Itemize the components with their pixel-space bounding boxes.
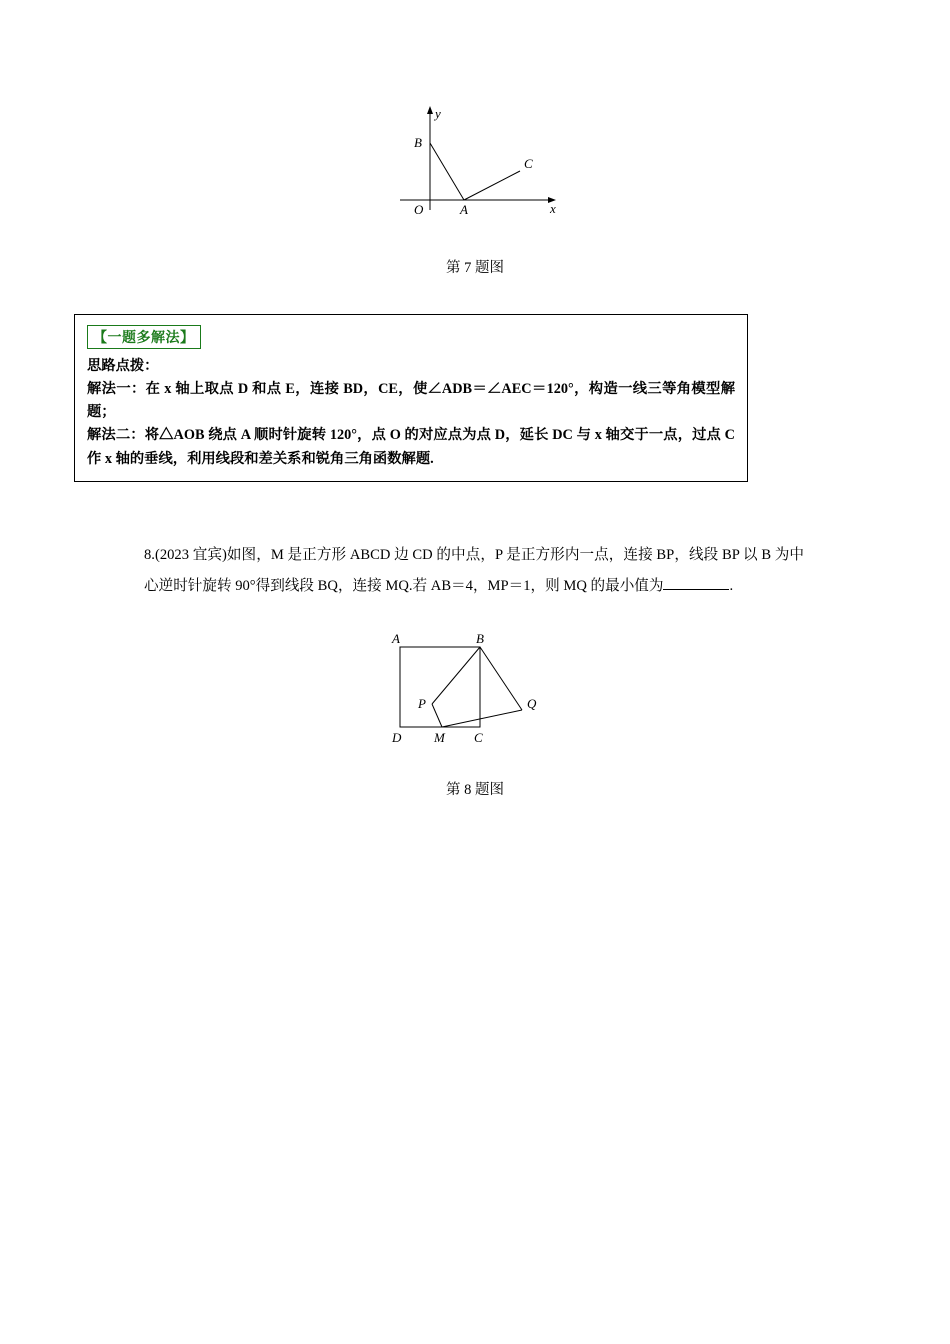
figure-8-label-D: D: [392, 730, 402, 745]
figure-8: [370, 632, 590, 757]
figure-8-label-C: C: [474, 730, 483, 745]
figure-7-label-A: A: [460, 202, 468, 217]
multi-solution-tag: 【一题多解法】: [87, 325, 201, 349]
solution-1-text: 在 x 轴上取点 D 和点 E，连接 BD，CE，使∠ADB＝∠AEC＝120°，构造一线三等角模型解题；: [87, 381, 735, 421]
figure-8-label-P: P: [418, 696, 426, 711]
multi-solution-item-2: [87, 424, 735, 470]
answer-blank[interactable]: [663, 575, 729, 590]
figure-7-svg: [380, 100, 580, 230]
figure-7-label-O: O: [414, 202, 424, 217]
figure-8-caption: 第 8 题图: [446, 782, 504, 798]
figure-7-label-x: x: [550, 201, 556, 216]
figure-8-label-Q: Q: [527, 696, 537, 711]
figure-7-label-y: y: [435, 106, 441, 121]
question-8-number: 8.: [144, 547, 155, 563]
question-8-text: 如图，M 是正方形 ABCD 边 CD 的中点，P 是正方形内一点，连接 BP，线段 BP 以 B 为中心逆时针旋转 90°得到线段 BQ，连接 MQ.若 AB＝4，MP＝1，则 MQ 的最小值为: [144, 547, 804, 594]
figure-8-label-A: A: [392, 632, 400, 646]
multi-solution-box: [74, 314, 748, 482]
figure-7-caption: 第 7 题图: [446, 260, 504, 276]
solution-2-label: 解法二：: [87, 427, 145, 444]
question-8-source: (2023 宜宾): [154, 547, 227, 563]
multi-solution-item-1: [87, 378, 735, 424]
figure-7: [380, 100, 580, 230]
question-8-trailing: .: [729, 577, 734, 594]
figure-7-label-C: C: [524, 156, 533, 171]
solution-1-label: 解法一：: [87, 381, 146, 398]
figure-8-svg: [370, 632, 590, 757]
solution-2-text: 将△AOB 绕点 A 顺时针旋转 120°，点 O 的对应点为点 D，延长 DC 与 x 轴交于一点，过点 C 作 x 轴的垂线，利用线段和差关系和锐角三角函数解题.: [87, 427, 735, 467]
figure-8-label-B: B: [476, 632, 484, 646]
figure-8-label-M: M: [434, 730, 445, 745]
figure-7-label-B: B: [414, 135, 422, 150]
question-8: [144, 540, 804, 601]
multi-solution-heading: 思路点拨：: [87, 358, 159, 374]
